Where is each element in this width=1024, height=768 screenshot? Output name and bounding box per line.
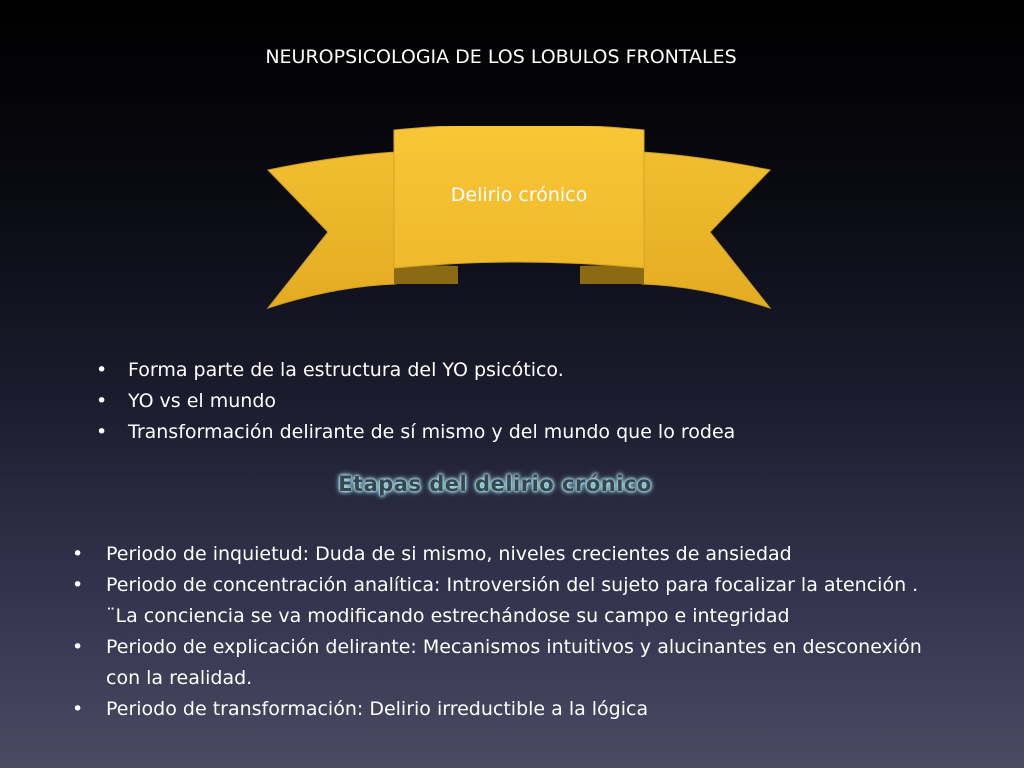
banner-label: Delirio crónico xyxy=(450,184,588,206)
ribbon-banner-graphic xyxy=(266,126,772,312)
ribbon-left-tail xyxy=(268,152,396,308)
list-item xyxy=(94,417,974,448)
section-heading: Etapas del delirio crónico xyxy=(338,472,652,496)
list-item-text: Periodo de transformación: Delirio irreductible a la lógica xyxy=(106,698,649,720)
intro-bullet-list xyxy=(94,355,974,448)
list-item xyxy=(70,632,950,694)
bullet-icon: • xyxy=(96,390,108,412)
list-item xyxy=(94,355,974,386)
bullet-icon: • xyxy=(72,636,84,658)
list-item xyxy=(70,694,950,725)
bullet-icon: • xyxy=(72,698,84,720)
stages-bullet-list xyxy=(70,539,950,725)
bullet-icon: • xyxy=(72,543,84,565)
ribbon-right-tail xyxy=(642,152,770,308)
slide-title: NEUROPSICOLOGIA DE LOS LOBULOS FRONTALES xyxy=(265,46,737,68)
list-item-text: Transformación delirante de sí mismo y del mundo que lo rodea xyxy=(128,421,736,443)
bullet-icon: • xyxy=(72,574,84,596)
list-item-text: Periodo de concentración analítica: Introversión del sujeto para focalizar la atención . ¨La conciencia se va modificando estrechándose su campo e integridad xyxy=(106,574,919,627)
bullet-icon: • xyxy=(96,359,108,381)
list-item xyxy=(70,539,950,570)
list-item xyxy=(70,570,950,632)
list-item-text: Forma parte de la estructura del YO psicótico. xyxy=(128,359,564,381)
list-item-text: Periodo de inquietud: Duda de si mismo, niveles crecientes de ansiedad xyxy=(106,543,792,565)
bullet-icon: • xyxy=(96,421,108,443)
list-item-text: YO vs el mundo xyxy=(128,390,277,412)
ribbon-banner xyxy=(266,126,772,312)
list-item xyxy=(94,386,974,417)
list-item-text: Periodo de explicación delirante: Mecanismos intuitivos y alucinantes en desconexión con la realidad. xyxy=(106,636,922,689)
